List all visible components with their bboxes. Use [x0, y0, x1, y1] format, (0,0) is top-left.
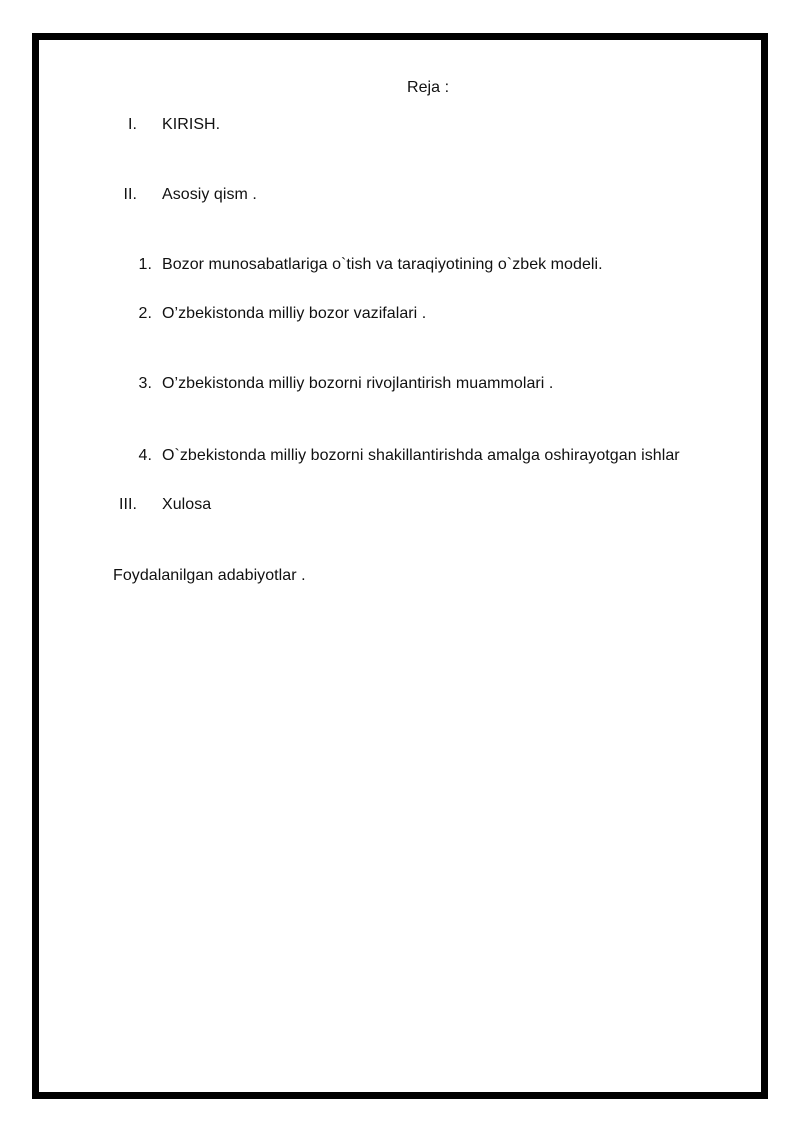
outline-marker-roman-2: II. — [123, 186, 137, 203]
outline-subitem-2: O’zbekistonda milliy bozor vazifalari . — [162, 305, 427, 322]
outline-marker-number-1: 1. — [138, 256, 152, 273]
outline-item-conclusion: Xulosa — [162, 496, 212, 513]
outline-marker-roman-1: I. — [128, 116, 137, 133]
document-title: Reja : — [407, 79, 450, 96]
outline-item-introduction: KIRISH. — [162, 116, 221, 133]
outline-subitem-1: Bozor munosabatlariga o`tish va taraqiyotining o`zbek modeli. — [162, 256, 603, 273]
outline-marker-number-2: 2. — [138, 305, 152, 322]
outline-subitem-4: O`zbekistonda milliy bozorni shakillantirishda amalga oshirayotgan ishlar — [162, 447, 680, 464]
outline-marker-number-3: 3. — [138, 375, 152, 392]
outline-marker-number-4: 4. — [138, 447, 152, 464]
references-heading: Foydalanilgan adabiyotlar . — [113, 567, 306, 584]
outline-marker-roman-3: III. — [119, 496, 137, 513]
outline-subitem-3: O’zbekistonda milliy bozorni rivojlantirish muammolari . — [162, 375, 554, 392]
outline-item-main-part: Asosiy qism . — [162, 186, 257, 203]
